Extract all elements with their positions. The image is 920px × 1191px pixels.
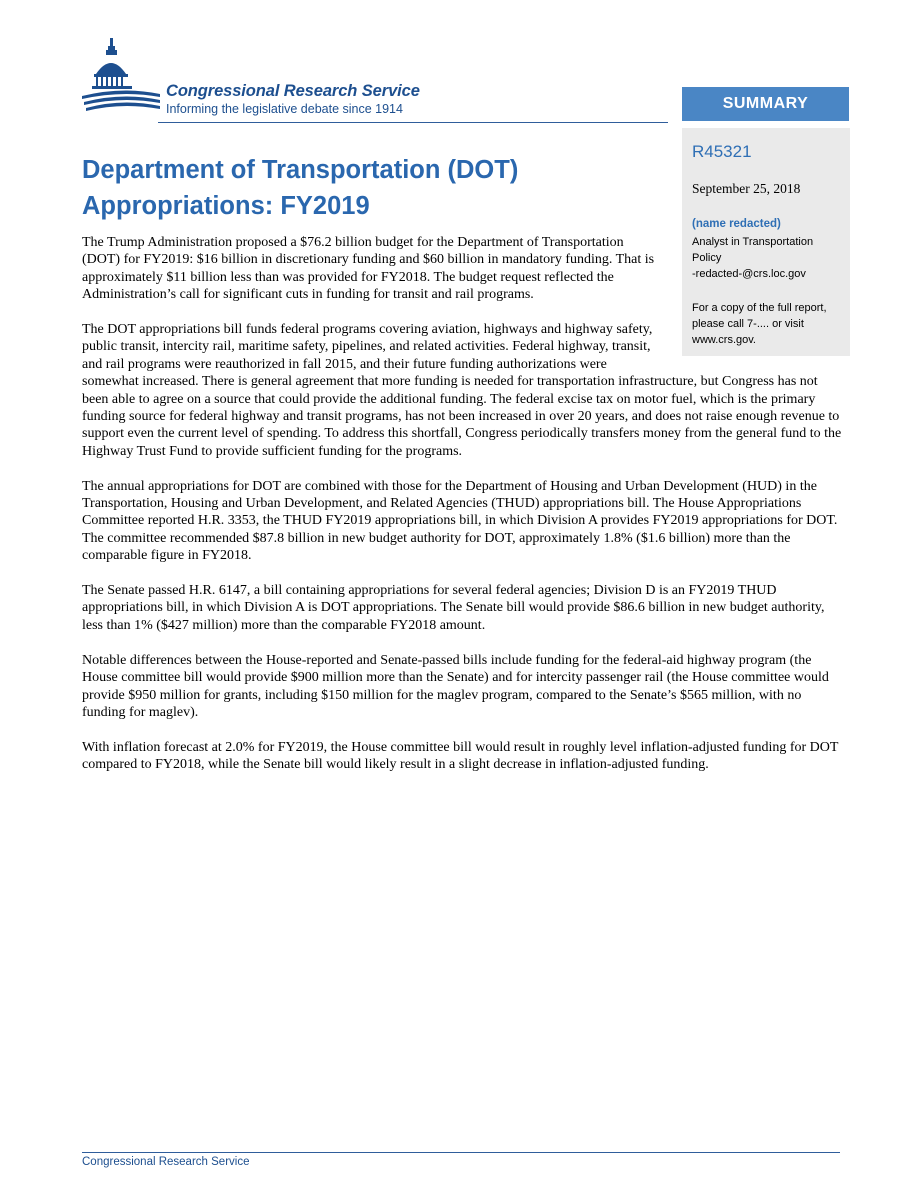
header-divider — [158, 122, 668, 123]
org-tagline: Informing the legislative debate since 1914 — [166, 102, 403, 116]
summary-paragraph: The Trump Administration proposed a $76.2 billion budget for the Department of Transportation (DOT) for FY2019: $16 billion in discretionary funding and $60 billion in mandatory funding. That is approximately $11 billion less than was provided for FY2018. The budget request reflected the Administration’s call for significant cuts in funding for transit and rail programs. — [82, 235, 655, 303]
summary-label: SUMMARY — [682, 87, 849, 121]
footer-org-name: Congressional Research Service — [82, 1156, 250, 1168]
org-name: Congressional Research Service — [166, 82, 420, 100]
summary-paragraph: The DOT appropriations bill funds federal programs covering aviation, highways and highway safety, public transit, intercity rail, maritime safety, pipelines, and related activities. Federal highway, transit, and rail programs were reauthorized in fall 2015, and their future funding authorizations were somewhat increased. There is general agreement that more funding is needed for transportation infrastructure, but Congress has not been able to agree on a source that could provide the additional funding. The federal excise tax on motor fuel, which is the primary funding source for federal highway and transit programs, has not been increased in over 20 years, and does not raise enough revenue to support even the current level of spending. To address this shortfall, Congress periodically transfers money from the general fund to the Highway Trust Fund to provide sufficient funding for the programs. — [82, 322, 842, 459]
summary-paragraph: The Senate passed H.R. 6147, a bill containing appropriations for several federal agencies; Division D is an FY2019 THUD appropriations bill, in which Division A is DOT appropriations. The Senate bill would provide $86.6 billion in new budget authority, less than 1% ($427 million) more than the comparable FY2018 amount. — [82, 583, 825, 633]
summary-paragraph: With inflation forecast at 2.0% for FY2019, the House committee bill would result in roughly level inflation-adjusted funding for DOT compared to FY2018, while the Senate bill would likely result in a slight decrease in inflation-adjusted funding. — [82, 739, 839, 773]
footer-divider — [82, 1152, 840, 1153]
summary-body — [82, 234, 842, 791]
summary-paragraph: Notable differences between the House-reported and Senate-passed bills include funding for the federal-aid highway program (the House committee bill would provide $900 million more than the Senate) and for intercity passenger rail (the House committee would provide $950 million for grants, including $150 million for the maglev program, compared to the Senate’s $565 million, with no funding for maglev). — [82, 652, 829, 720]
report-date: September 25, 2018 — [692, 181, 801, 196]
author-title: Analyst in Transportation Policy — [692, 236, 814, 264]
author-email[interactable]: -redacted-@crs.loc.gov — [692, 268, 806, 280]
report-number: R45321 — [692, 142, 752, 161]
crs-logo[interactable] — [82, 34, 482, 124]
author-name: (name redacted) — [692, 218, 781, 230]
copy-request-note: For a copy of the full report, please call 7-.... or visit www.crs.gov. — [692, 302, 827, 346]
report-title: Department of Transportation (DOT) Appropriations: FY2019 — [82, 156, 519, 220]
sidebar-wrap-spacer — [660, 234, 842, 364]
summary-paragraph: The annual appropriations for DOT are combined with those for the Department of Housing and Urban Development (HUD) in the Transportation, Housing and Urban Development, and Related Agencies (THUD) appropriations bill. The House Appropriations Committee reported H.R. 3353, the THUD FY2019 appropriations bill, in which Division A provides FY2019 appropriations for DOT. The committee recommended $87.8 billion in new budget authority for DOT, approximately 1.8% ($1.6 billion) more than the comparable figure in FY2018. — [82, 478, 838, 564]
capitol-dome-icon — [82, 34, 162, 124]
